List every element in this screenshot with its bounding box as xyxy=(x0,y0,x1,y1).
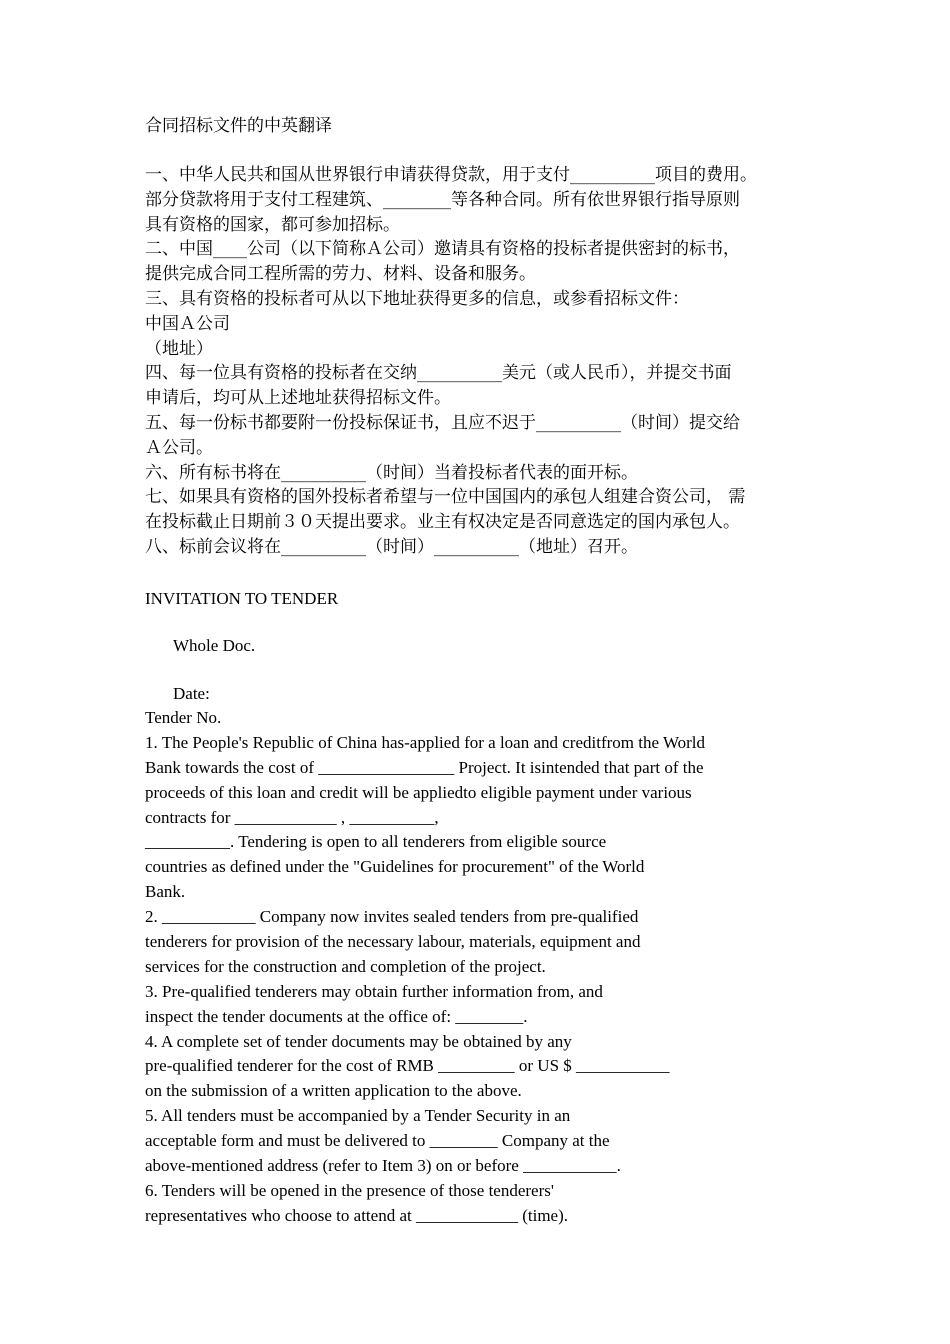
en-line: proceeds of this loan and credit will be appliedto eligible payment under various xyxy=(145,782,692,802)
cn-body xyxy=(145,163,810,560)
en-line: 6. Tenders will be opened in the presence of those tenderers' xyxy=(145,1180,554,1200)
cn-line: 五、每一份标书都要附一份投标保证书，且应不迟于__________（时间）提交给 xyxy=(145,412,740,433)
tender-no: Tender No. xyxy=(145,708,222,727)
date-label xyxy=(145,682,838,707)
cn-line: 在投标截止日期前３０天提出要求。业主有权决定是否同意选定的国内承包人。 xyxy=(145,512,740,533)
cn-line: 中国Ａ公司 xyxy=(145,313,230,334)
whole-doc-text: Whole Doc. xyxy=(173,636,256,655)
en-line: pre-qualified tenderer for the cost of RMB _________ or US $ ___________ xyxy=(145,1056,670,1076)
cn-line: 提供完成合同工程所需的劳力、材料、设备和服务。 xyxy=(145,264,536,285)
cn-line: 四、每一位具有资格的投标者在交纳__________美元（或人民币），并提交书面 xyxy=(145,363,732,384)
cn-line: 八、标前会议将在__________（时间）__________（地址）召开。 xyxy=(145,536,638,557)
en-line: 4. A complete set of tender documents may be obtained by any xyxy=(145,1031,572,1051)
whole-doc xyxy=(145,634,838,659)
cn-line: 三、具有资格的投标者可从以下地址获得更多的信息，或参看招标文件： xyxy=(145,288,689,309)
cn-line: Ａ公司。 xyxy=(145,437,213,458)
en-line: Bank towards the cost of ________________ Project. It isintended that part of the xyxy=(145,757,704,777)
en-line: inspect the tender documents at the office of: ________. xyxy=(145,1006,528,1026)
date-label-text: Date: xyxy=(173,684,210,703)
en-line: acceptable form and must be delivered to ________ Company at the xyxy=(145,1131,610,1151)
en-line: 2. ___________ Company now invites sealed tenders from pre-qualified xyxy=(145,907,639,927)
cn-line: 六、所有标书将在__________（时间）当着投标者代表的面开标。 xyxy=(145,462,638,483)
en-line: __________. Tendering is open to all tenderers from eligible source xyxy=(145,832,607,852)
en-line: Bank. xyxy=(145,882,186,902)
en-line: 3. Pre-qualified tenderers may obtain further information from, and xyxy=(145,981,603,1001)
cn-line: 具有资格的国家，都可参加招标。 xyxy=(145,214,400,235)
cn-title xyxy=(145,114,810,139)
cn-line: 申请后，均可从上述地址获得招标文件。 xyxy=(145,388,451,409)
en-line: representatives who choose to attend at ____________ (time). xyxy=(145,1205,568,1225)
en-line: countries as defined under the "Guidelines for procurement" of the World xyxy=(145,857,645,877)
cn-line: （地址） xyxy=(145,338,213,359)
en-line: contracts for ____________ , __________, xyxy=(145,807,439,827)
cn-line: 七、如果具有资格的国外投标者希望与一位中国国内的承包人组建合资公司， 需 xyxy=(145,487,746,508)
en-title xyxy=(145,587,810,612)
en-title-text: INVITATION TO TENDER xyxy=(145,589,339,608)
en-line: on the submission of a written application to the above. xyxy=(145,1081,522,1101)
cn-title-text: 合同招标文件的中英翻译 xyxy=(145,116,332,136)
en-line: services for the construction and completion of the project. xyxy=(145,956,546,976)
en-line: 1. The People's Republic of China has-applied for a loan and creditfrom the World xyxy=(145,732,706,752)
cn-line: 一、中华人民共和国从世界银行申请获得贷款，用于支付__________项目的费用。 xyxy=(145,165,757,185)
cn-line: 二、中国____公司（以下简称Ａ公司）邀请具有资格的投标者提供密封的标书， xyxy=(145,239,740,260)
cn-line: 部分贷款将用于支付工程建筑、________等各种合同。所有依世界银行指导原则 xyxy=(145,189,740,210)
en-line: 5. All tenders must be accompanied by a Tender Security in an xyxy=(145,1106,571,1126)
en-line: tenderers for provision of the necessary labour, materials, equipment and xyxy=(145,932,641,952)
en-line: above-mentioned address (refer to Item 3) on or before ___________. xyxy=(145,1156,621,1176)
en-body xyxy=(145,706,810,1229)
